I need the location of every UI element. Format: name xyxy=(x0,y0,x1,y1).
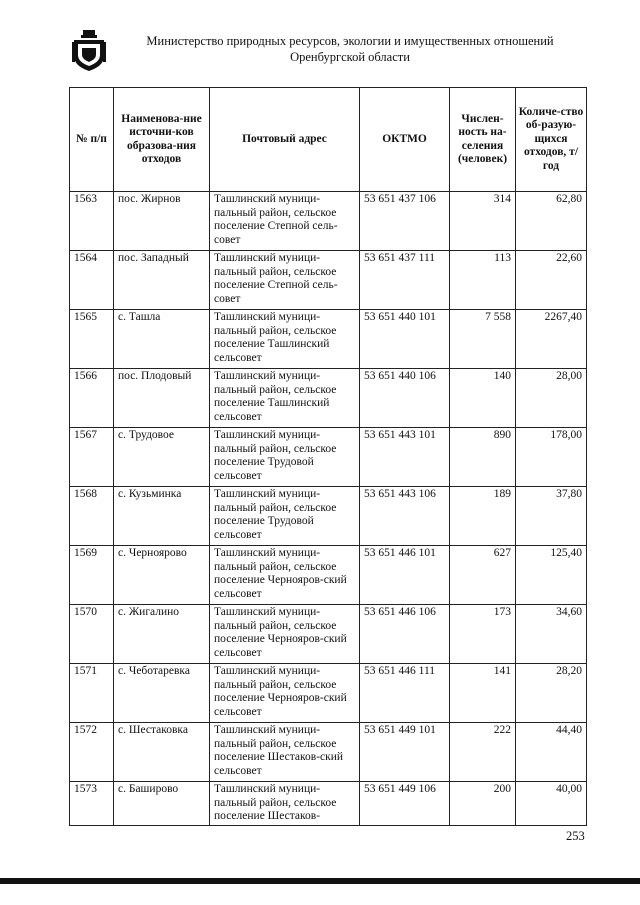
table-row xyxy=(70,546,587,605)
cell-oktmo: 53 651 449 106 xyxy=(360,782,450,826)
col-header-source-name: Наименова-ние источни-ков образова-ния отходов xyxy=(114,88,210,192)
cell-address: Ташлинский муници-пальный район, сельское поселение Шестаков- xyxy=(210,782,360,826)
cell-population: 314 xyxy=(450,192,516,251)
cell-source-name: с. Баширово xyxy=(114,782,210,826)
table-row xyxy=(70,251,587,310)
document-header xyxy=(120,33,580,65)
table-row xyxy=(70,428,587,487)
cell-number: 1569 xyxy=(70,546,114,605)
col-header-number: № п/п xyxy=(70,88,114,192)
cell-source-name: пос. Жирнов xyxy=(114,192,210,251)
table-header-row xyxy=(70,88,587,192)
cell-waste-amount: 62,80 xyxy=(516,192,587,251)
col-header-oktmo: ОКТМО xyxy=(360,88,450,192)
table-row xyxy=(70,192,587,251)
cell-waste-amount: 22,60 xyxy=(516,251,587,310)
cell-oktmo: 53 651 440 101 xyxy=(360,310,450,369)
cell-waste-amount: 125,40 xyxy=(516,546,587,605)
cell-source-name: с. Жигалино xyxy=(114,605,210,664)
table-row xyxy=(70,369,587,428)
region-name: Оренбургской области xyxy=(290,50,410,64)
cell-population: 890 xyxy=(450,428,516,487)
cell-number: 1565 xyxy=(70,310,114,369)
cell-population: 200 xyxy=(450,782,516,826)
col-header-waste-amount: Количе-ство об-разую-щихся отходов, т/год xyxy=(516,88,587,192)
cell-oktmo: 53 651 437 106 xyxy=(360,192,450,251)
table-row xyxy=(70,782,587,826)
table-row xyxy=(70,664,587,723)
table-row xyxy=(70,310,587,369)
cell-source-name: с. Черноярово xyxy=(114,546,210,605)
cell-waste-amount: 28,20 xyxy=(516,664,587,723)
waste-sources-table xyxy=(69,87,587,826)
col-header-address: Почтовый адрес xyxy=(210,88,360,192)
table-row xyxy=(70,487,587,546)
cell-source-name: пос. Плодовый xyxy=(114,369,210,428)
cell-address: Ташлинский муници-пальный район, сельское поселение Шестаков-ский сельсовет xyxy=(210,723,360,782)
cell-source-name: с. Ташла xyxy=(114,310,210,369)
cell-waste-amount: 2267,40 xyxy=(516,310,587,369)
cell-address: Ташлинский муници-пальный район, сельское поселение Ташлинский сельсовет xyxy=(210,310,360,369)
cell-population: 141 xyxy=(450,664,516,723)
cell-number: 1570 xyxy=(70,605,114,664)
cell-address: Ташлинский муници-пальный район, сельское поселение Трудовой сельсовет xyxy=(210,487,360,546)
cell-oktmo: 53 651 449 101 xyxy=(360,723,450,782)
page-number: 253 xyxy=(566,829,585,843)
cell-oktmo: 53 651 446 106 xyxy=(360,605,450,664)
cell-waste-amount: 40,00 xyxy=(516,782,587,826)
cell-number: 1567 xyxy=(70,428,114,487)
cell-address: Ташлинский муници-пальный район, сельское поселение Чернояров-ский сельсовет xyxy=(210,546,360,605)
cell-waste-amount: 178,00 xyxy=(516,428,587,487)
scan-edge-bar xyxy=(0,878,640,884)
cell-address: Ташлинский муници-пальный район, сельское поселение Чернояров-ский сельсовет xyxy=(210,664,360,723)
cell-address: Ташлинский муници-пальный район, сельское поселение Ташлинский сельсовет xyxy=(210,369,360,428)
cell-oktmo: 53 651 446 111 xyxy=(360,664,450,723)
cell-address: Ташлинский муници-пальный район, сельское поселение Степной сель-совет xyxy=(210,192,360,251)
cell-waste-amount: 44,40 xyxy=(516,723,587,782)
cell-number: 1571 xyxy=(70,664,114,723)
col-header-population: Числен-ность на-селения (человек) xyxy=(450,88,516,192)
cell-number: 1563 xyxy=(70,192,114,251)
ministry-name: Министерство природных ресурсов, экологии и имущественных отношений xyxy=(146,34,554,48)
cell-population: 189 xyxy=(450,487,516,546)
cell-population: 222 xyxy=(450,723,516,782)
cell-population: 113 xyxy=(450,251,516,310)
cell-waste-amount: 37,80 xyxy=(516,487,587,546)
cell-waste-amount: 28,00 xyxy=(516,369,587,428)
coat-of-arms-icon xyxy=(72,28,106,72)
cell-number: 1568 xyxy=(70,487,114,546)
cell-source-name: с. Трудовое xyxy=(114,428,210,487)
cell-oktmo: 53 651 440 106 xyxy=(360,369,450,428)
table-row xyxy=(70,605,587,664)
cell-source-name: с. Шестаковка xyxy=(114,723,210,782)
table-row xyxy=(70,723,587,782)
cell-number: 1572 xyxy=(70,723,114,782)
cell-source-name: с. Кузьминка xyxy=(114,487,210,546)
cell-number: 1566 xyxy=(70,369,114,428)
cell-population: 627 xyxy=(450,546,516,605)
cell-source-name: пос. Западный xyxy=(114,251,210,310)
cell-oktmo: 53 651 443 106 xyxy=(360,487,450,546)
cell-oktmo: 53 651 437 111 xyxy=(360,251,450,310)
cell-number: 1564 xyxy=(70,251,114,310)
cell-address: Ташлинский муници-пальный район, сельское поселение Трудовой сельсовет xyxy=(210,428,360,487)
cell-source-name: с. Чеботаревка xyxy=(114,664,210,723)
cell-waste-amount: 34,60 xyxy=(516,605,587,664)
cell-address: Ташлинский муници-пальный район, сельское поселение Чернояров-ский сельсовет xyxy=(210,605,360,664)
cell-oktmo: 53 651 446 101 xyxy=(360,546,450,605)
cell-population: 140 xyxy=(450,369,516,428)
cell-address: Ташлинский муници-пальный район, сельское поселение Степной сель-совет xyxy=(210,251,360,310)
cell-population: 7 558 xyxy=(450,310,516,369)
cell-oktmo: 53 651 443 101 xyxy=(360,428,450,487)
cell-number: 1573 xyxy=(70,782,114,826)
cell-population: 173 xyxy=(450,605,516,664)
